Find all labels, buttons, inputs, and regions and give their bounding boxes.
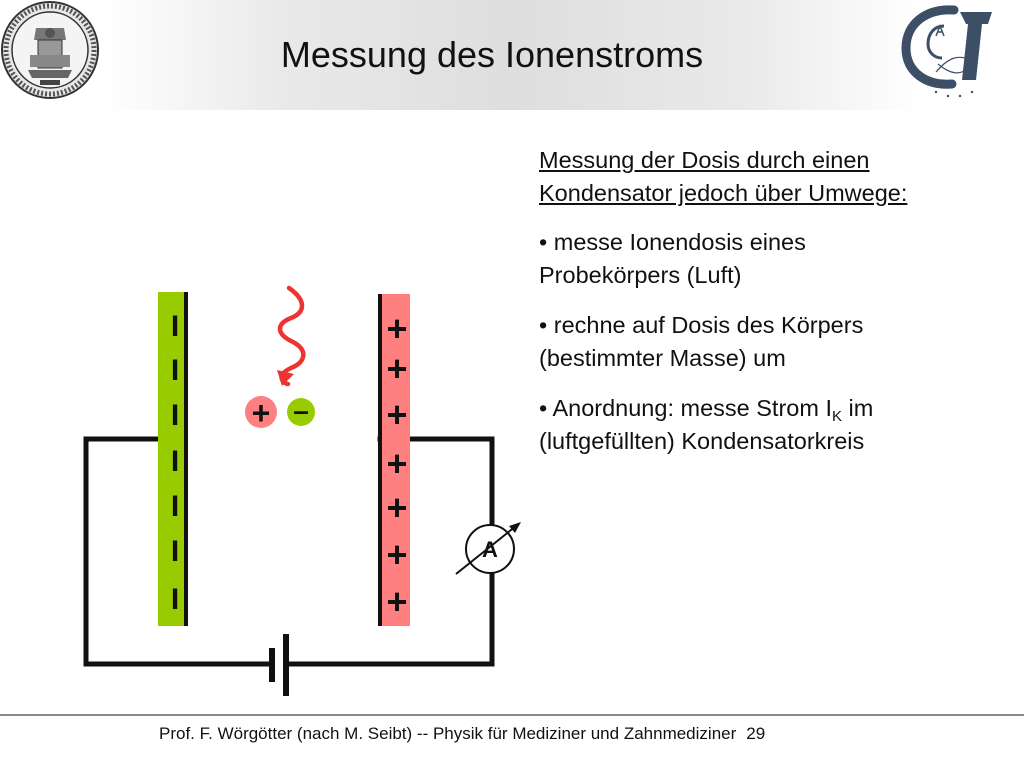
positive-plate-mark: + [386,443,408,484]
bullet-ion-dose: • messe Ionendosis eines Probekörpers (Luft) [539,229,806,288]
radiation-wave-icon [280,288,303,384]
ammeter-symbol [456,522,521,574]
bullet-arrangement: • Anordnung: messe Strom $I_K$ im (luftgefüllten) Kondensatorkreis [539,395,874,454]
negative-plate-mark: I [170,535,180,568]
ammeter-label: A [482,537,498,562]
negative-ion-sign: – [293,395,309,426]
footer-divider [0,714,1024,716]
academy-logo [896,2,1008,106]
positive-ion-sign: + [251,395,271,431]
page-number: 29 [746,724,766,743]
footer [159,724,765,744]
negative-plate-mark: I [170,310,180,343]
positive-plate-marks [386,308,407,622]
negative-plate-mark: I [170,399,180,432]
footer-credit: Prof. F. Wörgötter (nach M. Seibt) -- Physik für Mediziner und Zahnmediziner [159,724,737,743]
bullet-body-dose: • rechne auf Dosis des Körpers (bestimmter Masse) um [539,312,864,371]
explanation-text [539,144,1009,475]
positive-plate-mark: + [386,581,408,622]
slide-title: Messung des Ionenstroms [280,34,704,75]
negative-plate-mark: I [170,490,180,523]
positive-plate-mark: + [386,534,408,575]
negative-plate-mark: I [170,354,180,387]
capacitor-circuit-diagram [0,270,540,710]
explanation-heading: Messung der Dosis durch einen Kondensator jedoch über Umwege: [539,147,908,206]
circuit-wires [86,439,492,664]
positive-plate-mark: + [386,308,408,349]
battery-symbol [272,634,286,696]
positive-plate-mark: + [386,348,408,389]
negative-plate-mark: I [170,583,180,616]
positive-plate-mark: + [386,487,408,528]
positive-plate-mark: + [386,394,408,435]
negative-plate-mark: I [170,445,180,478]
